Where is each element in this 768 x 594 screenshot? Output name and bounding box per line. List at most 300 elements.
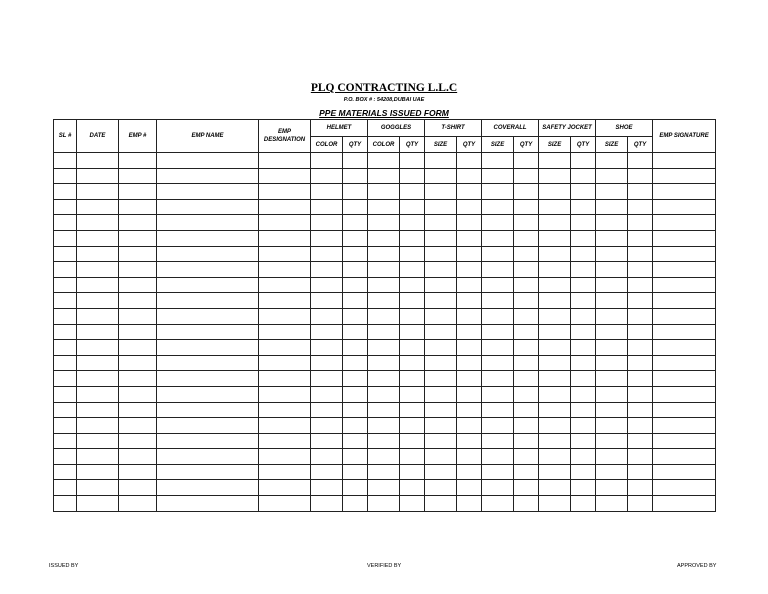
table-cell[interactable] — [368, 277, 400, 293]
table-cell[interactable] — [457, 184, 482, 200]
table-cell[interactable] — [457, 480, 482, 496]
table-cell[interactable] — [119, 293, 157, 309]
table-cell[interactable] — [157, 308, 259, 324]
table-cell[interactable] — [457, 324, 482, 340]
table-cell[interactable] — [259, 153, 311, 169]
table-cell[interactable] — [311, 153, 343, 169]
table-cell[interactable] — [571, 449, 596, 465]
table-cell[interactable] — [514, 262, 539, 278]
table-cell[interactable] — [343, 449, 368, 465]
table-cell[interactable] — [259, 184, 311, 200]
table-cell[interactable] — [571, 230, 596, 246]
table-cell[interactable] — [653, 277, 716, 293]
table-cell[interactable] — [119, 480, 157, 496]
table-cell[interactable] — [457, 293, 482, 309]
table-cell[interactable] — [628, 168, 653, 184]
table-cell[interactable] — [77, 230, 119, 246]
table-cell[interactable] — [311, 433, 343, 449]
table-cell[interactable] — [119, 386, 157, 402]
table-cell[interactable] — [596, 418, 628, 434]
table-cell[interactable] — [514, 402, 539, 418]
table-cell[interactable] — [425, 386, 457, 402]
table-cell[interactable] — [653, 246, 716, 262]
table-cell[interactable] — [157, 324, 259, 340]
table-cell[interactable] — [482, 496, 514, 512]
table-cell[interactable] — [514, 293, 539, 309]
table-cell[interactable] — [653, 168, 716, 184]
table-cell[interactable] — [157, 433, 259, 449]
table-cell[interactable] — [571, 418, 596, 434]
table-cell[interactable] — [628, 184, 653, 200]
table-cell[interactable] — [457, 464, 482, 480]
table-cell[interactable] — [514, 433, 539, 449]
table-cell[interactable] — [343, 230, 368, 246]
table-cell[interactable] — [259, 418, 311, 434]
table-cell[interactable] — [54, 340, 77, 356]
table-cell[interactable] — [482, 230, 514, 246]
table-cell[interactable] — [482, 386, 514, 402]
table-cell[interactable] — [653, 215, 716, 231]
table-cell[interactable] — [628, 153, 653, 169]
table-cell[interactable] — [425, 308, 457, 324]
table-cell[interactable] — [368, 168, 400, 184]
table-cell[interactable] — [400, 418, 425, 434]
table-cell[interactable] — [119, 402, 157, 418]
table-cell[interactable] — [514, 308, 539, 324]
table-cell[interactable] — [571, 324, 596, 340]
table-cell[interactable] — [571, 293, 596, 309]
table-cell[interactable] — [653, 371, 716, 387]
table-cell[interactable] — [400, 199, 425, 215]
table-cell[interactable] — [457, 246, 482, 262]
table-cell[interactable] — [400, 262, 425, 278]
table-cell[interactable] — [311, 308, 343, 324]
table-cell[interactable] — [539, 402, 571, 418]
table-cell[interactable] — [343, 153, 368, 169]
table-cell[interactable] — [457, 230, 482, 246]
table-cell[interactable] — [343, 371, 368, 387]
table-cell[interactable] — [157, 386, 259, 402]
table-cell[interactable] — [119, 184, 157, 200]
table-cell[interactable] — [54, 355, 77, 371]
table-cell[interactable] — [119, 324, 157, 340]
table-cell[interactable] — [119, 153, 157, 169]
table-cell[interactable] — [343, 386, 368, 402]
table-cell[interactable] — [343, 324, 368, 340]
table-cell[interactable] — [482, 480, 514, 496]
table-cell[interactable] — [157, 293, 259, 309]
table-cell[interactable] — [368, 153, 400, 169]
table-cell[interactable] — [571, 464, 596, 480]
table-cell[interactable] — [596, 153, 628, 169]
table-cell[interactable] — [628, 324, 653, 340]
table-cell[interactable] — [368, 340, 400, 356]
table-cell[interactable] — [400, 340, 425, 356]
table-cell[interactable] — [157, 246, 259, 262]
table-cell[interactable] — [539, 433, 571, 449]
table-cell[interactable] — [425, 324, 457, 340]
table-cell[interactable] — [368, 293, 400, 309]
table-cell[interactable] — [539, 464, 571, 480]
table-cell[interactable] — [259, 464, 311, 480]
table-cell[interactable] — [400, 230, 425, 246]
table-cell[interactable] — [77, 308, 119, 324]
table-cell[interactable] — [457, 371, 482, 387]
table-cell[interactable] — [539, 496, 571, 512]
table-cell[interactable] — [653, 324, 716, 340]
table-cell[interactable] — [400, 184, 425, 200]
table-cell[interactable] — [311, 386, 343, 402]
table-cell[interactable] — [514, 168, 539, 184]
table-cell[interactable] — [457, 262, 482, 278]
table-cell[interactable] — [311, 215, 343, 231]
table-cell[interactable] — [539, 449, 571, 465]
table-cell[interactable] — [157, 153, 259, 169]
table-cell[interactable] — [628, 480, 653, 496]
table-cell[interactable] — [119, 496, 157, 512]
table-cell[interactable] — [343, 199, 368, 215]
table-cell[interactable] — [400, 480, 425, 496]
table-cell[interactable] — [539, 386, 571, 402]
table-cell[interactable] — [571, 371, 596, 387]
table-cell[interactable] — [539, 308, 571, 324]
table-cell[interactable] — [628, 262, 653, 278]
table-cell[interactable] — [119, 449, 157, 465]
table-cell[interactable] — [77, 371, 119, 387]
table-cell[interactable] — [596, 262, 628, 278]
table-cell[interactable] — [628, 418, 653, 434]
table-cell[interactable] — [571, 246, 596, 262]
table-cell[interactable] — [539, 153, 571, 169]
table-cell[interactable] — [54, 433, 77, 449]
table-cell[interactable] — [311, 355, 343, 371]
table-cell[interactable] — [54, 246, 77, 262]
table-cell[interactable] — [457, 449, 482, 465]
table-cell[interactable] — [311, 184, 343, 200]
table-cell[interactable] — [482, 464, 514, 480]
table-cell[interactable] — [482, 246, 514, 262]
table-cell[interactable] — [596, 277, 628, 293]
table-cell[interactable] — [343, 246, 368, 262]
table-cell[interactable] — [482, 355, 514, 371]
table-cell[interactable] — [400, 324, 425, 340]
table-cell[interactable] — [425, 418, 457, 434]
table-cell[interactable] — [400, 168, 425, 184]
table-cell[interactable] — [457, 496, 482, 512]
table-cell[interactable] — [54, 480, 77, 496]
table-cell[interactable] — [54, 184, 77, 200]
table-cell[interactable] — [653, 308, 716, 324]
table-cell[interactable] — [54, 324, 77, 340]
table-cell[interactable] — [54, 199, 77, 215]
table-cell[interactable] — [596, 293, 628, 309]
table-cell[interactable] — [119, 371, 157, 387]
table-cell[interactable] — [653, 449, 716, 465]
table-cell[interactable] — [157, 402, 259, 418]
table-cell[interactable] — [482, 262, 514, 278]
table-cell[interactable] — [343, 277, 368, 293]
table-cell[interactable] — [425, 402, 457, 418]
table-cell[interactable] — [628, 433, 653, 449]
table-cell[interactable] — [457, 433, 482, 449]
table-cell[interactable] — [425, 496, 457, 512]
table-cell[interactable] — [119, 199, 157, 215]
table-cell[interactable] — [482, 433, 514, 449]
table-cell[interactable] — [311, 246, 343, 262]
table-cell[interactable] — [311, 168, 343, 184]
table-cell[interactable] — [653, 480, 716, 496]
table-cell[interactable] — [628, 199, 653, 215]
table-cell[interactable] — [77, 324, 119, 340]
table-cell[interactable] — [343, 308, 368, 324]
table-cell[interactable] — [514, 199, 539, 215]
table-cell[interactable] — [514, 340, 539, 356]
table-cell[interactable] — [311, 262, 343, 278]
table-cell[interactable] — [157, 496, 259, 512]
table-cell[interactable] — [596, 464, 628, 480]
table-cell[interactable] — [259, 308, 311, 324]
table-cell[interactable] — [628, 496, 653, 512]
table-cell[interactable] — [539, 184, 571, 200]
table-cell[interactable] — [596, 496, 628, 512]
table-cell[interactable] — [628, 215, 653, 231]
table-cell[interactable] — [119, 230, 157, 246]
table-cell[interactable] — [628, 308, 653, 324]
table-cell[interactable] — [596, 324, 628, 340]
table-cell[interactable] — [119, 277, 157, 293]
table-cell[interactable] — [77, 355, 119, 371]
table-cell[interactable] — [157, 464, 259, 480]
table-cell[interactable] — [482, 449, 514, 465]
table-cell[interactable] — [425, 262, 457, 278]
table-cell[interactable] — [514, 324, 539, 340]
table-cell[interactable] — [425, 277, 457, 293]
table-cell[interactable] — [119, 168, 157, 184]
table-cell[interactable] — [482, 199, 514, 215]
table-cell[interactable] — [514, 480, 539, 496]
table-cell[interactable] — [77, 246, 119, 262]
table-cell[interactable] — [259, 496, 311, 512]
table-cell[interactable] — [77, 386, 119, 402]
table-cell[interactable] — [368, 246, 400, 262]
table-cell[interactable] — [514, 496, 539, 512]
table-cell[interactable] — [425, 184, 457, 200]
table-cell[interactable] — [259, 324, 311, 340]
table-cell[interactable] — [400, 355, 425, 371]
table-cell[interactable] — [119, 340, 157, 356]
table-cell[interactable] — [596, 184, 628, 200]
table-cell[interactable] — [539, 277, 571, 293]
table-cell[interactable] — [77, 168, 119, 184]
table-cell[interactable] — [482, 340, 514, 356]
table-cell[interactable] — [368, 433, 400, 449]
table-cell[interactable] — [259, 199, 311, 215]
table-cell[interactable] — [157, 418, 259, 434]
table-cell[interactable] — [596, 308, 628, 324]
table-cell[interactable] — [425, 230, 457, 246]
table-cell[interactable] — [259, 480, 311, 496]
table-cell[interactable] — [514, 246, 539, 262]
table-cell[interactable] — [77, 340, 119, 356]
table-cell[interactable] — [368, 402, 400, 418]
table-cell[interactable] — [425, 293, 457, 309]
table-cell[interactable] — [628, 371, 653, 387]
table-cell[interactable] — [343, 496, 368, 512]
table-cell[interactable] — [368, 262, 400, 278]
table-cell[interactable] — [628, 464, 653, 480]
table-cell[interactable] — [596, 449, 628, 465]
table-cell[interactable] — [539, 168, 571, 184]
table-cell[interactable] — [343, 418, 368, 434]
table-cell[interactable] — [653, 386, 716, 402]
table-cell[interactable] — [628, 246, 653, 262]
table-cell[interactable] — [400, 246, 425, 262]
table-cell[interactable] — [539, 215, 571, 231]
table-cell[interactable] — [311, 230, 343, 246]
table-cell[interactable] — [311, 340, 343, 356]
table-cell[interactable] — [539, 199, 571, 215]
table-cell[interactable] — [514, 355, 539, 371]
table-cell[interactable] — [457, 308, 482, 324]
table-cell[interactable] — [77, 464, 119, 480]
table-cell[interactable] — [368, 386, 400, 402]
table-cell[interactable] — [482, 153, 514, 169]
table-cell[interactable] — [482, 324, 514, 340]
table-cell[interactable] — [457, 168, 482, 184]
table-cell[interactable] — [596, 340, 628, 356]
table-cell[interactable] — [482, 308, 514, 324]
table-cell[interactable] — [157, 277, 259, 293]
table-cell[interactable] — [596, 199, 628, 215]
table-cell[interactable] — [400, 215, 425, 231]
table-cell[interactable] — [368, 199, 400, 215]
table-cell[interactable] — [425, 433, 457, 449]
table-cell[interactable] — [259, 433, 311, 449]
table-cell[interactable] — [54, 277, 77, 293]
table-cell[interactable] — [628, 230, 653, 246]
table-cell[interactable] — [343, 262, 368, 278]
table-cell[interactable] — [259, 402, 311, 418]
table-cell[interactable] — [514, 230, 539, 246]
table-cell[interactable] — [368, 324, 400, 340]
table-cell[interactable] — [514, 371, 539, 387]
table-cell[interactable] — [425, 215, 457, 231]
table-cell[interactable] — [368, 480, 400, 496]
table-cell[interactable] — [571, 480, 596, 496]
table-cell[interactable] — [343, 402, 368, 418]
table-cell[interactable] — [259, 371, 311, 387]
table-cell[interactable] — [400, 386, 425, 402]
table-cell[interactable] — [311, 402, 343, 418]
table-cell[interactable] — [596, 402, 628, 418]
table-cell[interactable] — [400, 371, 425, 387]
table-cell[interactable] — [425, 480, 457, 496]
table-cell[interactable] — [368, 308, 400, 324]
table-cell[interactable] — [343, 340, 368, 356]
table-cell[interactable] — [425, 153, 457, 169]
table-cell[interactable] — [628, 386, 653, 402]
table-cell[interactable] — [653, 153, 716, 169]
table-cell[interactable] — [157, 340, 259, 356]
table-cell[interactable] — [157, 184, 259, 200]
table-cell[interactable] — [259, 230, 311, 246]
table-cell[interactable] — [400, 449, 425, 465]
table-cell[interactable] — [157, 230, 259, 246]
table-cell[interactable] — [119, 433, 157, 449]
table-cell[interactable] — [653, 340, 716, 356]
table-cell[interactable] — [628, 293, 653, 309]
table-cell[interactable] — [343, 293, 368, 309]
table-cell[interactable] — [54, 230, 77, 246]
table-cell[interactable] — [571, 277, 596, 293]
table-cell[interactable] — [457, 153, 482, 169]
table-cell[interactable] — [311, 277, 343, 293]
table-cell[interactable] — [596, 386, 628, 402]
table-cell[interactable] — [571, 402, 596, 418]
table-cell[interactable] — [343, 168, 368, 184]
table-cell[interactable] — [457, 402, 482, 418]
table-cell[interactable] — [259, 340, 311, 356]
table-cell[interactable] — [571, 340, 596, 356]
table-cell[interactable] — [425, 340, 457, 356]
table-cell[interactable] — [571, 153, 596, 169]
table-cell[interactable] — [119, 355, 157, 371]
table-cell[interactable] — [311, 199, 343, 215]
table-cell[interactable] — [539, 418, 571, 434]
table-cell[interactable] — [77, 293, 119, 309]
table-cell[interactable] — [539, 371, 571, 387]
table-cell[interactable] — [482, 293, 514, 309]
table-cell[interactable] — [54, 308, 77, 324]
table-cell[interactable] — [77, 277, 119, 293]
table-cell[interactable] — [539, 355, 571, 371]
table-cell[interactable] — [311, 496, 343, 512]
table-cell[interactable] — [653, 402, 716, 418]
table-cell[interactable] — [157, 480, 259, 496]
table-cell[interactable] — [653, 262, 716, 278]
table-cell[interactable] — [54, 215, 77, 231]
table-cell[interactable] — [482, 371, 514, 387]
table-cell[interactable] — [425, 371, 457, 387]
table-cell[interactable] — [425, 199, 457, 215]
table-cell[interactable] — [259, 386, 311, 402]
table-cell[interactable] — [157, 199, 259, 215]
table-cell[interactable] — [653, 184, 716, 200]
table-cell[interactable] — [343, 355, 368, 371]
table-cell[interactable] — [54, 168, 77, 184]
table-cell[interactable] — [343, 480, 368, 496]
table-cell[interactable] — [653, 464, 716, 480]
table-cell[interactable] — [368, 418, 400, 434]
table-cell[interactable] — [259, 215, 311, 231]
table-cell[interactable] — [157, 355, 259, 371]
table-cell[interactable] — [482, 184, 514, 200]
table-cell[interactable] — [514, 277, 539, 293]
table-cell[interactable] — [400, 308, 425, 324]
table-cell[interactable] — [54, 418, 77, 434]
table-cell[interactable] — [119, 246, 157, 262]
table-cell[interactable] — [54, 293, 77, 309]
table-cell[interactable] — [119, 418, 157, 434]
table-cell[interactable] — [571, 433, 596, 449]
table-cell[interactable] — [54, 386, 77, 402]
table-cell[interactable] — [77, 418, 119, 434]
table-cell[interactable] — [77, 262, 119, 278]
table-cell[interactable] — [425, 464, 457, 480]
table-cell[interactable] — [596, 230, 628, 246]
table-cell[interactable] — [368, 371, 400, 387]
table-cell[interactable] — [77, 153, 119, 169]
